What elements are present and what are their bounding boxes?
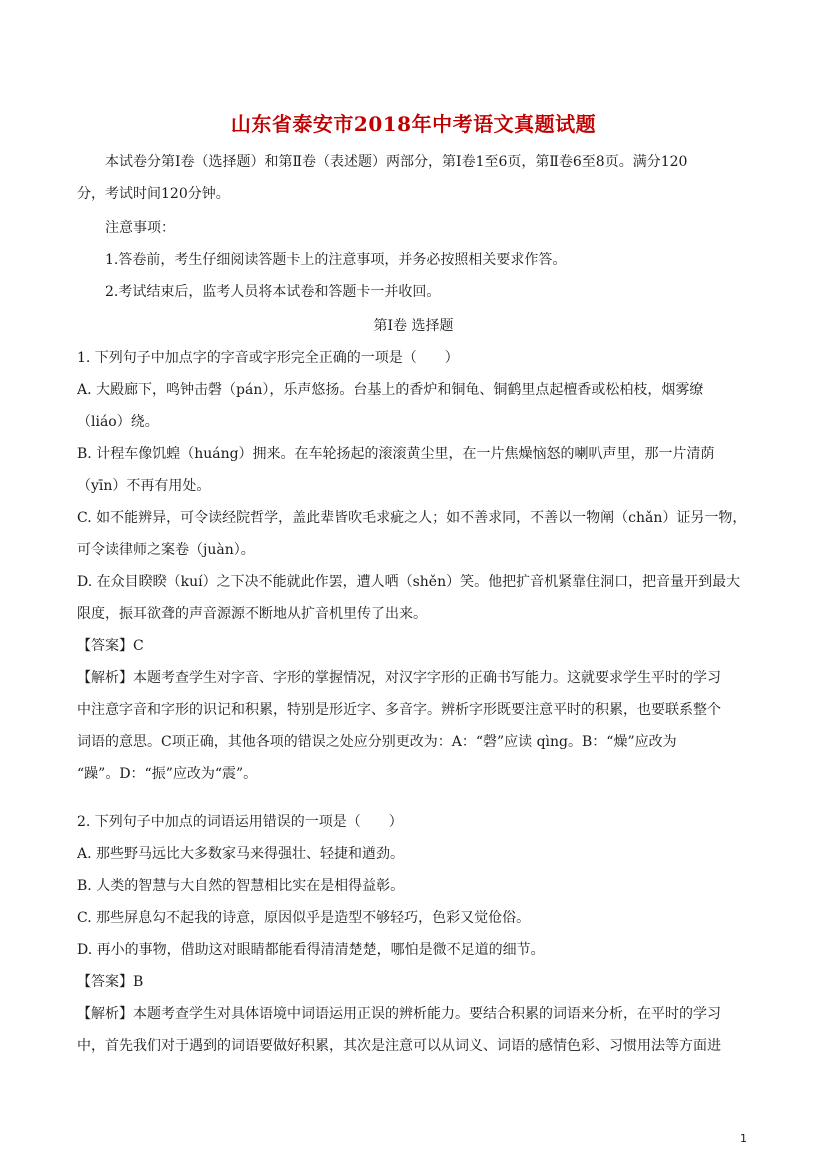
option-d: D. 在众目睽睽（kuí）之下决不能就此作罢，遭人哂（shěn）笑。他把扩音机紧靠住洞口，把音量开到最大 <box>77 574 741 590</box>
option-a-cont: （liáo）绕。 <box>77 414 159 430</box>
explanation: 中，首先我们对于遇到的词语要做好积累，其次是注意可以从词义、词语的感情色彩、习惯用法等方面进 <box>77 1038 721 1054</box>
answer: 【答案】C <box>77 638 144 654</box>
intro-line: 分，考试时间120分钟。 <box>77 186 230 202</box>
question-2 <box>77 806 749 1062</box>
explanation: “躁”。D：“振”应改为“震”。 <box>77 766 258 782</box>
document-title: 山东省泰安市2018年中考语文真题试题 <box>230 112 597 136</box>
notice-item: 2.考试结束后，监考人员将本试卷和答题卡一并收回。 <box>105 284 441 300</box>
intro-paragraph <box>77 146 749 210</box>
question-1 <box>77 342 749 790</box>
option-a: A. 大殿廊下，鸣钟击磬（pán），乐声悠扬。台基上的香炉和铜龟、铜鹤里点起檀香或松柏枝，烟雾缭 <box>77 382 704 398</box>
option-b: B. 人类的智慧与大自然的智慧相比实在是相得益彰。 <box>77 878 405 894</box>
explanation: 中注意字音和字形的识记和积累，特别是形近字、多音字。辨析字形既要注意平时的积累，也要联系整个 <box>77 702 721 718</box>
explanation: 词语的意思。C项正确，其他各项的错误之处应分别更改为：A：“磬”应读 qìng。B：“燥”应改为 <box>77 734 677 750</box>
notice-section <box>77 212 749 308</box>
option-d-cont: 限度，振耳欲聋的声音源源不断地从扩音机里传了出来。 <box>77 606 427 622</box>
intro-line: 本试卷分第Ⅰ卷（选择题）和第Ⅱ卷（表述题）两部分，第Ⅰ卷1至6页，第Ⅱ卷6至8页。满分120 <box>105 154 688 170</box>
notice-item: 1.答卷前，考生仔细阅读答题卡上的注意事项，并务必按照相关要求作答。 <box>105 252 567 268</box>
option-d: D. 再小的事物，借助这对眼睛都能看得清清楚楚，哪怕是微不足道的细节。 <box>77 942 545 958</box>
explanation: 【解析】本题考查学生对字音、字形的掌握情况，对汉字字形的正确书写能力。这就要求学生平时的学习 <box>77 670 721 686</box>
section-title: 第Ⅰ卷 选择题 <box>373 318 454 334</box>
option-c: C. 如不能辨异，可令读经院哲学，盖此辈皆吹毛求疵之人；如不善求同，不善以一物阐（chǎn）证另一物， <box>77 510 747 526</box>
page-number: 1 <box>740 1132 747 1145</box>
answer: 【答案】B <box>77 974 144 990</box>
option-b-cont: （yīn）不再有用处。 <box>77 478 211 494</box>
question-stem: 2. 下列句子中加点的词语运用错误的一项是（ ） <box>77 814 403 830</box>
option-c-cont: 可令读律师之案卷（juàn）。 <box>77 542 255 558</box>
question-stem: 1. 下列句子中加点字的字音或字形完全正确的一项是（ ） <box>77 350 459 366</box>
notice-heading: 注意事项： <box>105 220 175 236</box>
explanation: 【解析】本题考查学生对具体语境中词语运用正误的辨析能力。要结合积累的词语来分析，在平时的学习 <box>77 1006 721 1022</box>
option-a: A. 那些野马远比大多数家马来得强壮、轻捷和遒劲。 <box>77 846 405 862</box>
option-c: C. 那些屏息勾不起我的诗意，原因似乎是造型不够轻巧，色彩又觉伧俗。 <box>77 910 531 926</box>
option-b: B. 计程车像饥蝗（huáng）拥来。在车轮扬起的滚滚黄尘里，在一片焦燥恼怒的喇叭声里，那一片清荫 <box>77 446 715 462</box>
